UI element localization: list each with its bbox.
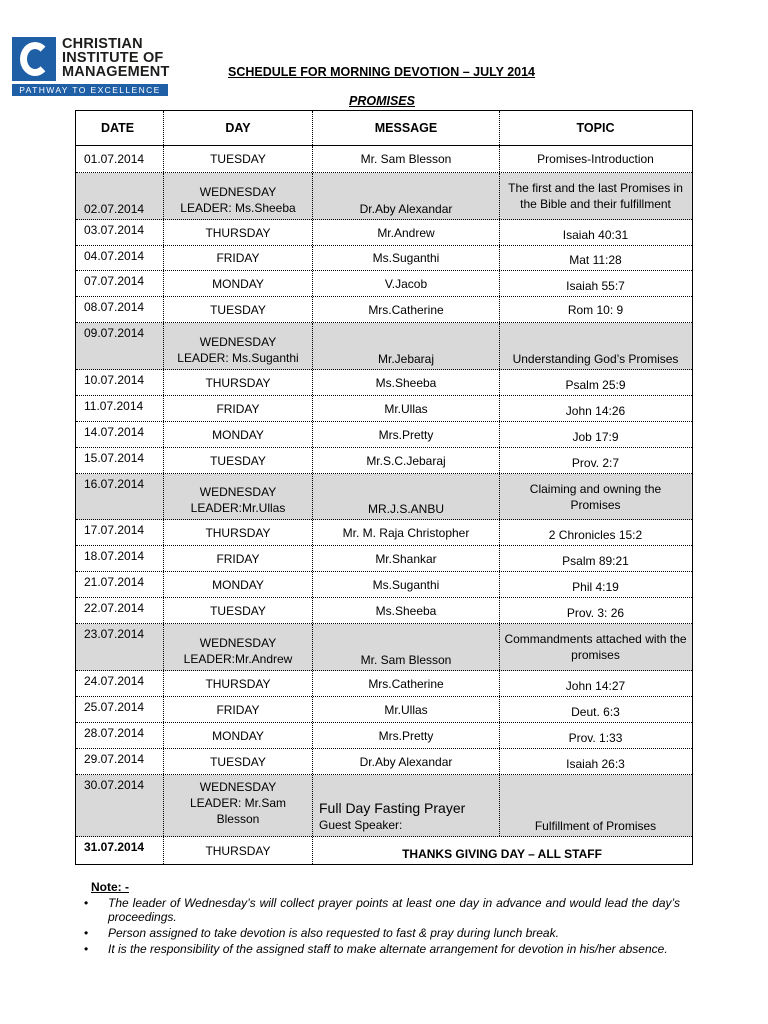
- row-leader: LEADER:Mr.Ullas: [190, 501, 286, 515]
- table-row: [76, 271, 692, 297]
- row-topic: Isaiah 40:31: [562, 228, 629, 242]
- row-date: 14.07.2014: [76, 422, 164, 447]
- list-item: • It is the responsibility of the assigned staff to make alternate arrangement for devotion in his/her absence.: [84, 942, 668, 956]
- table-row: [76, 749, 692, 775]
- row-date: 17.07.2014: [76, 520, 164, 545]
- row-message: Full Day Fasting Prayer Guest Speaker:: [313, 775, 500, 836]
- row-topic: Prov. 2:7: [571, 456, 620, 470]
- table-row: [76, 422, 692, 448]
- row-date: 16.07.2014: [76, 474, 164, 519]
- logo-wordmark: CHRISTIAN INSTITUTE OF MANAGEMENT: [62, 36, 170, 80]
- header-day: DAY: [164, 111, 313, 145]
- row-topic: Claiming and owning the Promises: [529, 481, 662, 512]
- row-message: Ms.Sheeba: [313, 370, 500, 395]
- header-message: MESSAGE: [313, 111, 500, 145]
- row-message: Mrs.Pretty: [313, 723, 500, 748]
- table-row: [76, 520, 692, 546]
- table-row: [76, 775, 692, 837]
- header-date: DATE: [76, 111, 164, 145]
- row-message: Mr. Sam Blesson: [313, 146, 500, 172]
- row-date: 02.07.2014: [76, 173, 164, 219]
- table-row: [76, 474, 692, 520]
- row-message: Ms.Sheeba: [313, 598, 500, 623]
- table-row: [76, 448, 692, 474]
- row-date: 03.07.2014: [76, 220, 164, 245]
- row-date: 04.07.2014: [76, 246, 164, 270]
- row-date: 28.07.2014: [76, 723, 164, 748]
- row-message: Mr. M. Raja Christopher: [313, 520, 500, 545]
- row-message: Dr.Aby Alexandar: [313, 749, 500, 774]
- row-leader: LEADER: Ms.Sheeba: [180, 201, 296, 215]
- bullet-icon: •: [84, 942, 89, 956]
- row-day: WEDNESDAY LEADER: Ms.Suganthi: [164, 323, 313, 369]
- row-message: Mr.S.C.Jebaraj: [313, 448, 500, 473]
- row-date: 21.07.2014: [76, 572, 164, 597]
- row-guest-speaker: Guest Speaker:: [319, 818, 403, 832]
- bullet-icon: •: [84, 926, 89, 940]
- row-message: Mr.Jebaraj: [313, 323, 500, 369]
- document-subtitle: PROMISES: [349, 94, 415, 108]
- row-topic: John 14:26: [565, 404, 626, 418]
- row-day: WEDNESDAY LEADER:Mr.Ullas: [164, 474, 313, 519]
- row-day: FRIDAY: [164, 546, 313, 571]
- table-row: [76, 671, 692, 697]
- row-day: TUESDAY: [164, 598, 313, 623]
- row-date: 31.07.2014: [76, 837, 164, 864]
- header-topic: TOPIC: [576, 121, 615, 135]
- row-day: MONDAY: [164, 572, 313, 597]
- table-row: [76, 723, 692, 749]
- row-message: Dr.Aby Alexandar: [313, 173, 500, 219]
- notes-list: [84, 896, 680, 956]
- list-item: • The leader of Wednesday’s will collect prayer points at least one day in advance and would lead the day’s proceedings.: [84, 896, 680, 924]
- row-date: 11.07.2014: [76, 396, 164, 421]
- row-topic: Psalm 89:21: [562, 554, 629, 568]
- table-row: [76, 546, 692, 572]
- row-date: 09.07.2014: [76, 323, 164, 369]
- row-topic: Deut. 6:3: [571, 705, 620, 719]
- table-header-row: [76, 111, 692, 146]
- row-day: WEDNESDAY LEADER: Mr.Sam Blesson: [164, 775, 313, 836]
- row-day: THURSDAY: [164, 370, 313, 395]
- row-leader: LEADER:Mr.Andrew: [183, 652, 293, 666]
- row-message: Mrs.Pretty: [313, 422, 500, 447]
- notes-title: Note: -: [91, 880, 129, 894]
- row-date: 30.07.2014: [76, 775, 164, 836]
- table-row: [76, 146, 692, 173]
- table-row: [76, 370, 692, 396]
- row-day: MONDAY: [164, 723, 313, 748]
- row-topic: John 14:27: [565, 679, 626, 693]
- institute-logo: [12, 37, 168, 97]
- table-row: [76, 246, 692, 271]
- logo-c-icon: [12, 37, 56, 81]
- table-row: [76, 396, 692, 422]
- row-day: TUESDAY: [164, 448, 313, 473]
- row-topic: Mat 11:28: [569, 253, 622, 267]
- row-day: TUESDAY: [164, 146, 313, 172]
- table-row: [76, 697, 692, 723]
- row-date: 18.07.2014: [76, 546, 164, 571]
- row-topic: Rom 10: 9: [567, 302, 624, 317]
- row-day: WEDNESDAY LEADER:Mr.Andrew: [164, 624, 313, 670]
- row-day: TUESDAY: [164, 297, 313, 322]
- table-row: [76, 173, 692, 220]
- table-row: [76, 837, 692, 864]
- row-message: Ms.Suganthi: [313, 246, 500, 270]
- row-leader: LEADER: Ms.Suganthi: [177, 351, 299, 365]
- bullet-icon: •: [84, 896, 89, 910]
- row-leader: LEADER: Mr.Sam Blesson: [189, 796, 287, 826]
- notes-section: [84, 880, 680, 958]
- document-title: SCHEDULE FOR MORNING DEVOTION – JULY 2014: [228, 65, 536, 79]
- table-row: [76, 323, 692, 370]
- row-date: 08.07.2014: [76, 297, 164, 322]
- row-date: 23.07.2014: [76, 624, 164, 670]
- row-topic: Isaiah 55:7: [566, 279, 625, 293]
- row-topic: Promises-Introduction: [537, 152, 654, 166]
- table-row: [76, 598, 692, 624]
- row-message: V.Jacob: [313, 271, 500, 296]
- row-date: 10.07.2014: [76, 370, 164, 395]
- row-merged-message: THANKS GIVING DAY – ALL STAFF: [402, 847, 602, 861]
- row-message: MR.J.S.ANBU: [313, 474, 500, 519]
- row-message: Mr.Andrew: [313, 220, 500, 245]
- row-day: THURSDAY: [164, 671, 313, 696]
- row-message: Mrs.Catherine: [313, 297, 500, 322]
- row-date: 24.07.2014: [76, 671, 164, 696]
- row-day: TUESDAY: [164, 749, 313, 774]
- list-item: • Person assigned to take devotion is also requested to fast & pray during lunch break.: [84, 926, 559, 940]
- row-day: FRIDAY: [164, 396, 313, 421]
- row-message: Mr.Ullas: [313, 697, 500, 722]
- row-message: Mr.Shankar: [313, 546, 500, 571]
- row-topic: Isaiah 26:3: [566, 757, 625, 771]
- table-row: [76, 624, 692, 671]
- table-row: [76, 220, 692, 246]
- row-day: FRIDAY: [164, 246, 313, 270]
- row-date: 29.07.2014: [76, 749, 164, 774]
- row-date: 01.07.2014: [76, 146, 164, 172]
- row-topic: The first and the last Promises in the Bible and their fulfillment: [508, 181, 683, 211]
- schedule-table: [75, 110, 693, 865]
- row-message: Mrs.Catherine: [313, 671, 500, 696]
- row-topic: 2 Chronicles 15:2: [548, 528, 643, 542]
- row-day: MONDAY: [164, 422, 313, 447]
- row-topic: Understanding God’s Promises: [512, 352, 679, 366]
- row-message: Mr.Ullas: [313, 396, 500, 421]
- table-row: [76, 572, 692, 598]
- row-day: THURSDAY: [164, 520, 313, 545]
- row-topic: Phil 4:19: [572, 580, 619, 594]
- table-row: [76, 297, 692, 323]
- row-day: FRIDAY: [164, 697, 313, 722]
- row-topic: Psalm 25:9: [565, 378, 626, 392]
- row-day: WEDNESDAY LEADER: Ms.Sheeba: [164, 173, 313, 219]
- row-topic: Prov. 3: 26: [566, 606, 625, 620]
- row-message: Ms.Suganthi: [313, 572, 500, 597]
- row-day: MONDAY: [164, 271, 313, 296]
- row-topic: Job 17:9: [572, 430, 619, 444]
- row-day: THURSDAY: [164, 220, 313, 245]
- row-topic: Prov. 1:33: [568, 731, 623, 745]
- row-date: 07.07.2014: [76, 271, 164, 296]
- row-date: 22.07.2014: [76, 598, 164, 623]
- row-topic: Fulfillment of Promises: [534, 819, 657, 833]
- logo-tagline: PATHWAY TO EXCELLENCE: [12, 84, 168, 96]
- row-date: 25.07.2014: [76, 697, 164, 722]
- row-day: THURSDAY: [164, 837, 313, 864]
- row-topic: Commandments attached with the promises: [504, 632, 687, 662]
- row-date: 15.07.2014: [76, 448, 164, 473]
- row-message: Mr. Sam Blesson: [313, 624, 500, 670]
